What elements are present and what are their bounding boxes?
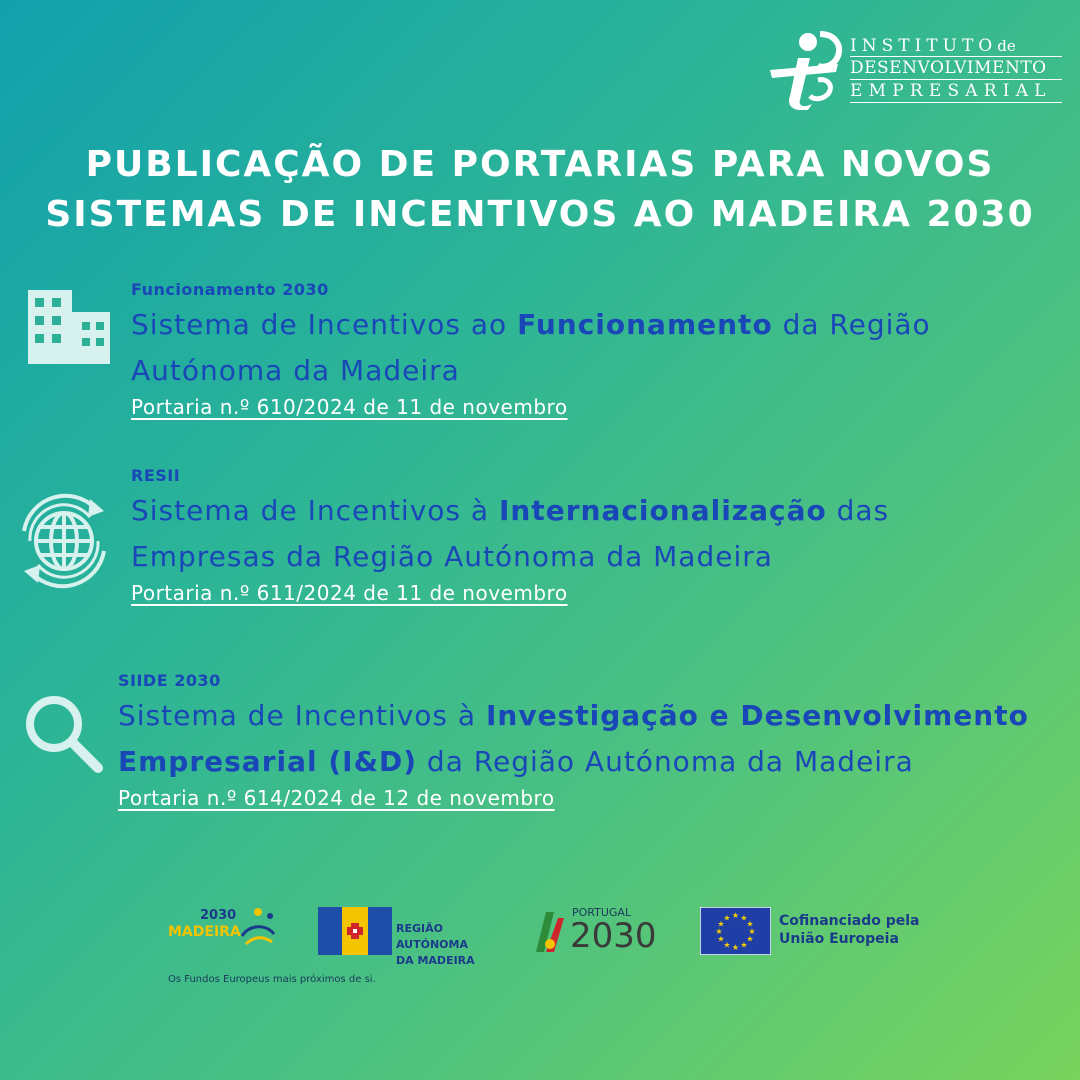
building-icon (28, 290, 110, 364)
title-line1: PUBLICAÇÃO DE PORTARIAS PARA NOVOS (85, 144, 995, 185)
svg-text:★: ★ (748, 927, 756, 936)
item-description: Sistema de Incentivos à Internacionalização das Empresas da Região Autónoma da Madeira (131, 494, 890, 573)
eu-line2: União Europeia (779, 931, 899, 947)
madeira-2030-logo (166, 906, 286, 956)
item-tag: RESII (131, 466, 181, 485)
portugal-2030-year: 2030 (570, 916, 657, 956)
incentive-item-funcionamento (131, 280, 1031, 420)
svg-text:★: ★ (723, 913, 731, 923)
logo-line3: EMPRESARIAL (850, 80, 1062, 103)
portaria-614-link[interactable]: Portaria n.º 614/2024 de 12 de novembro (118, 786, 555, 810)
logo-line1-suffix: de (997, 37, 1016, 55)
portugal-2030-label: PORTUGAL (572, 906, 632, 919)
svg-text:★: ★ (717, 919, 725, 929)
svg-text:★: ★ (740, 913, 748, 923)
item-tag: SIIDE 2030 (118, 671, 221, 690)
ide-logo-mark (768, 30, 844, 110)
madeira-2030-tagline: Os Fundos Europeus mais próximos de si. (168, 974, 376, 985)
portaria-611-link[interactable]: Portaria n.º 611/2024 de 11 de novembro (131, 581, 568, 605)
item-tag: Funcionamento 2030 (131, 280, 329, 299)
incentive-item-investigacao (118, 671, 1068, 811)
item-description: Sistema de Incentivos à Investigação e Desenvolvimento Empresarial (I&D) da Região Autónoma da Madeira (118, 699, 1029, 778)
globe-cycle-icon (10, 487, 118, 595)
madeira-2030-name: MADEIRA (168, 924, 241, 940)
portugal-2030-logo (532, 904, 662, 958)
svg-text:★: ★ (717, 934, 725, 944)
ide-logo (768, 30, 1068, 110)
portugal-2030-mark-icon (532, 904, 568, 958)
svg-text:★: ★ (723, 940, 731, 950)
svg-text:★: ★ (746, 934, 754, 944)
madeira-figure-icon (238, 906, 278, 952)
page-title (40, 140, 1040, 240)
incentive-item-internacionalizacao (131, 466, 1031, 606)
regiao-autonoma-logo (318, 907, 508, 967)
svg-text:★: ★ (731, 911, 740, 920)
eu-flag-icon (700, 907, 771, 955)
svg-text:★: ★ (715, 927, 723, 936)
svg-text:★: ★ (740, 940, 748, 950)
logo-line1: INSTITUTO (850, 36, 998, 56)
madeira-flag-icon (318, 907, 392, 955)
madeira-2030-year: 2030 (200, 908, 237, 923)
title-line2: SISTEMAS DE INCENTIVOS AO MADEIRA 2030 (45, 194, 1035, 235)
eu-cofinanced-logo (700, 907, 930, 955)
regiao-line2: DA MADEIRA (396, 954, 475, 967)
eu-line1: Cofinanciado pela (779, 913, 920, 929)
logo-line2: DESENVOLVIMENTO (850, 56, 1062, 80)
svg-text:★: ★ (746, 919, 754, 929)
search-icon (22, 692, 104, 774)
ide-logo-text (850, 36, 1062, 103)
item-description: Sistema de Incentivos ao Funcionamento da Região Autónoma da Madeira (131, 308, 931, 387)
regiao-line1: REGIÃO AUTÓNOMA (396, 922, 468, 951)
svg-text:★: ★ (731, 943, 740, 952)
portaria-610-link[interactable]: Portaria n.º 610/2024 de 11 de novembro (131, 395, 568, 419)
